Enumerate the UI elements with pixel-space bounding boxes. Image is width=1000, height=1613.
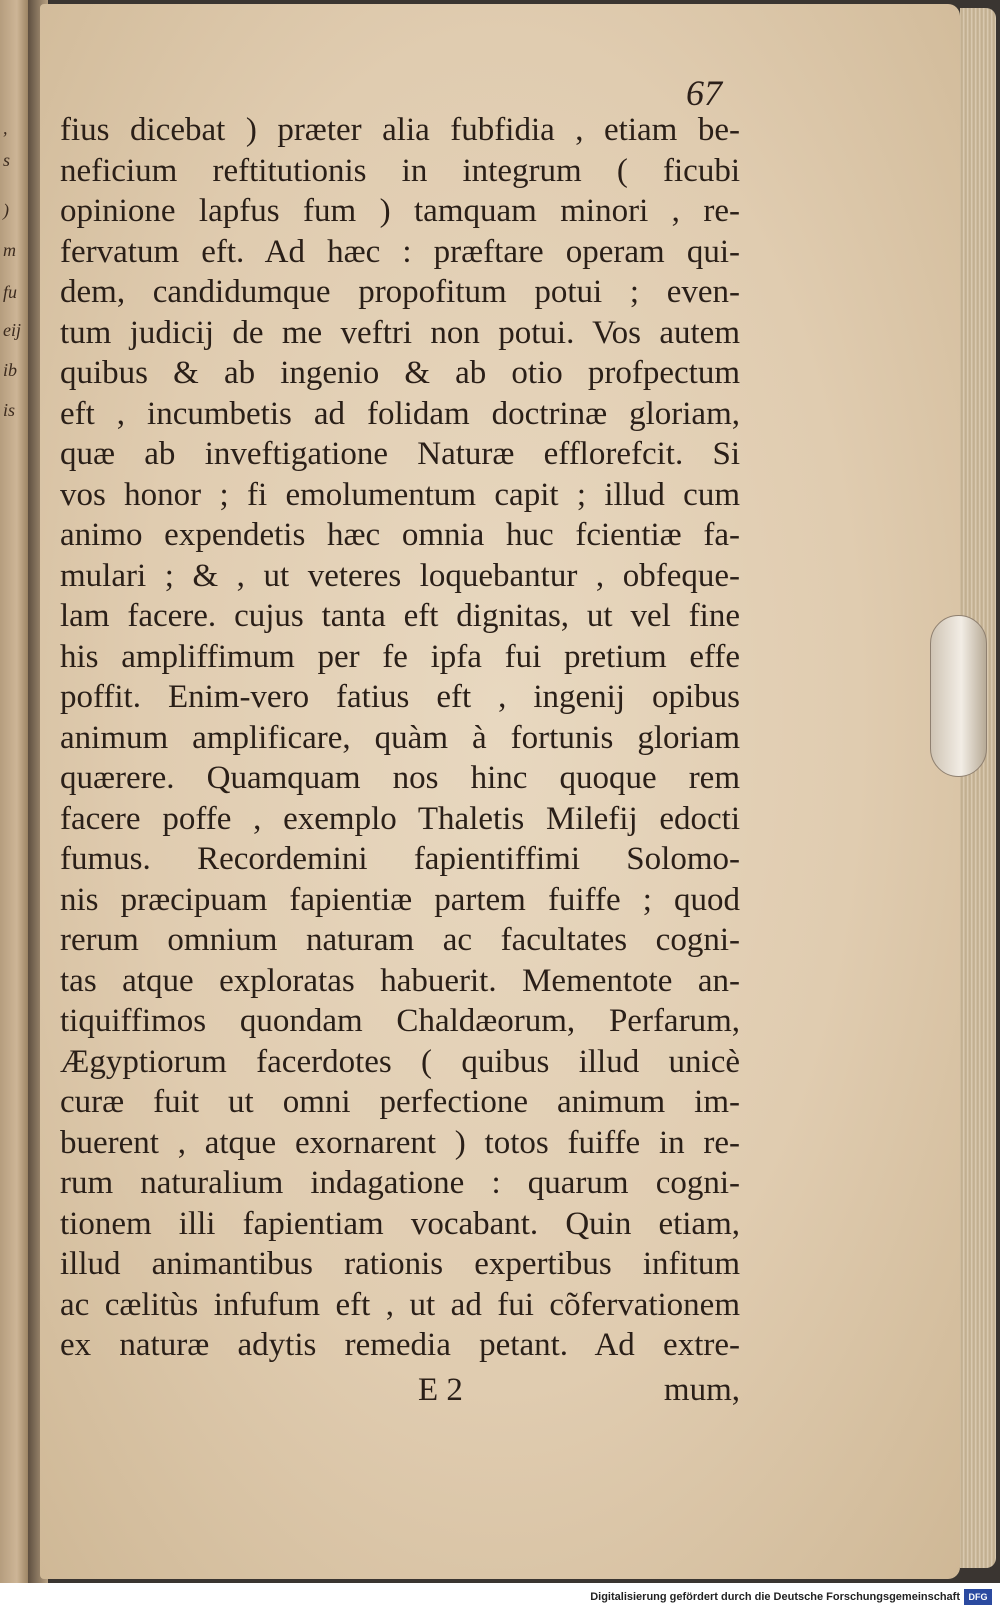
left-page-edge: [0, 0, 28, 1583]
text-line: rerum omnium naturam ac facultates cogni-: [60, 922, 740, 958]
text-line: ac cælitùs infufum eft , ut ad fui cõfervationem: [60, 1286, 740, 1323]
text-line: quæ ab inveftigatione Naturæ efflorefcit. Si: [60, 436, 740, 472]
left-page-fragment: ib: [3, 360, 18, 380]
left-page-fragment: is: [3, 400, 16, 420]
page-number: 67: [686, 73, 722, 113]
text-line: quærere. Quamquam nos hinc quoque rem: [60, 760, 740, 796]
signature-mark: E 2: [418, 1372, 463, 1408]
left-page-fragment: s: [3, 150, 11, 170]
text-line: buerent , atque exornarent ) totos fuiffe in re-: [60, 1124, 740, 1161]
text-line: tum judicij de me veftri non potui. Vos autem: [60, 314, 740, 351]
footer-bar: [0, 1583, 1000, 1613]
text-line: fius dicebat ) præter alia fubfidia , etiam be-: [60, 112, 740, 148]
bookmark-tab: [930, 615, 987, 777]
text-line: ex naturæ adytis remedia petant. Ad extre-: [60, 1327, 740, 1363]
text-line: tionem illi fapientiam vocabant. Quin etiam,: [60, 1205, 740, 1242]
text-line: eft , incumbetis ad folidam doctrinæ gloriam,: [60, 395, 740, 432]
text-line: animum amplificare, quàm à fortunis gloriam: [60, 719, 740, 756]
text-line: Ægyptiorum facerdotes ( quibus illud unicè: [60, 1043, 740, 1080]
text-line: tas atque exploratas habuerit. Mementote an-: [60, 962, 740, 999]
left-page-fragment: eij: [3, 320, 21, 340]
page-foot: [60, 1372, 740, 1416]
left-page-fragment: ): [3, 200, 9, 220]
text-line: lam facere. cujus tanta eft dignitas, ut vel fine: [60, 598, 740, 634]
text-line: fervatum eft. Ad hæc : præftare operam qui-: [60, 233, 740, 270]
text-line: rum naturalium indagatione : quarum cogni-: [60, 1165, 740, 1201]
text-line: tiquiffimos quondam Chaldæorum, Perfarum,: [60, 1003, 740, 1039]
left-page-fragment: fu: [3, 282, 18, 302]
text-line: animo expendetis hæc omnia huc fcientiæ fa-: [60, 517, 740, 553]
text-line: nis præcipuam fapientiæ partem fuiffe ; quod: [60, 881, 740, 918]
text-line: fumus. Recordemini fapientiffimi Solomo-: [60, 841, 740, 877]
text-line: neficium reftitutionis in integrum ( ficubi: [60, 152, 740, 189]
text-line: poffit. Enim-vero fatius eft , ingenij opibus: [60, 679, 740, 715]
text-line: dem, candidumque propofitum potui ; even-: [60, 274, 740, 310]
text-line: his ampliffimum per fe ipfa fui pretium effe: [60, 638, 740, 675]
left-page-fragment: m: [3, 240, 16, 260]
page-text: [60, 110, 740, 1366]
catchword: mum,: [663, 1372, 740, 1408]
text-line: facere poffe , exemplo Thaletis Milefij edocti: [60, 800, 740, 837]
dfg-logo: DFG: [964, 1589, 992, 1605]
text-line: illud animantibus rationis expertibus infitum: [60, 1246, 740, 1282]
funding-credit: Digitalisierung gefördert durch die Deutsche Forschungsgemeinschaft: [590, 1591, 960, 1603]
text-line: vos honor ; fi emolumentum capit ; illud cum: [60, 476, 740, 513]
text-line: curæ fuit ut omni perfectione animum im-: [60, 1084, 740, 1120]
text-line: opinione lapfus fum ) tamquam minori , re-: [60, 193, 740, 229]
text-line: mulari ; & , ut veteres loquebantur , obfeque-: [60, 557, 740, 594]
left-page-fragment: ,: [3, 118, 8, 138]
text-line: quibus & ab ingenio & ab otio profpectum: [60, 355, 740, 391]
page-edges: [960, 8, 996, 1568]
